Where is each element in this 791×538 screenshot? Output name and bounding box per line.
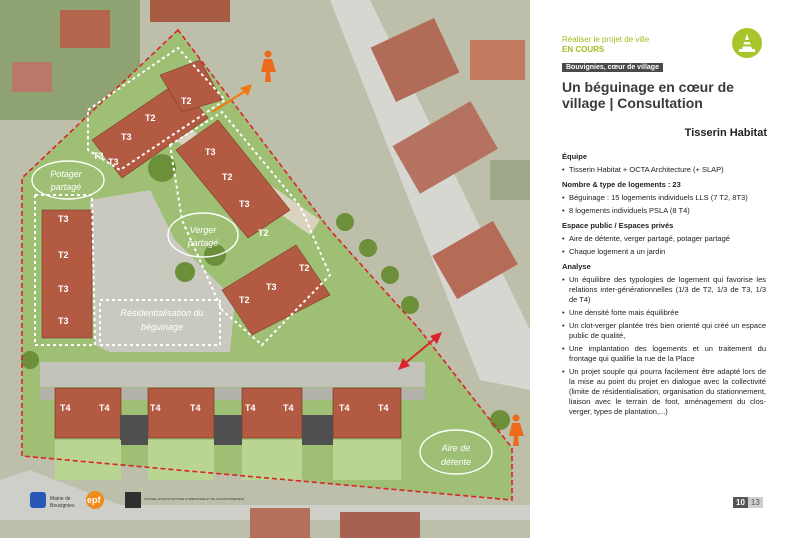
svg-text:epf: epf [87, 495, 101, 505]
zone-label-residentialisation: béguinage [140, 322, 184, 332]
location-tag: Bouvignies, cœur de village [562, 63, 663, 72]
unit-label: T4 [339, 403, 350, 413]
zone-label-potager: partagé [50, 182, 82, 192]
section-heading: Nombre & type de logements : 23 [562, 180, 681, 189]
list-item: • Un équilibre des typologies de logement qui favorise les relations inter-générationnelles (1/3 de T2, 1/3 de T3, 1/3 de T4) [562, 275, 766, 305]
unit-label: T3 [239, 199, 250, 209]
unit-label: T2 [222, 172, 233, 182]
unit-label: T4 [378, 403, 389, 413]
unit-label: T4 [150, 403, 161, 413]
section-list [562, 165, 766, 175]
unit-label: T4 [283, 403, 294, 413]
unit-label: T3 [205, 147, 216, 157]
zone-label-aire: détente [440, 457, 472, 467]
unit-label: T3 [108, 157, 119, 167]
zone-label-residentialisation: Résidentialisation du [120, 308, 204, 318]
unit-label: T3 [93, 151, 104, 161]
zone-label-aire: Aire de [441, 443, 471, 453]
unit-label: T2 [181, 96, 192, 106]
section-list [562, 193, 766, 216]
section-list [562, 234, 766, 257]
svg-text:Mairie de: Mairie de [50, 496, 71, 502]
svg-text:Bouvignies: Bouvignies [50, 503, 75, 509]
kicker-line-1: Réaliser le projet de ville [562, 35, 650, 44]
epf-logo [86, 491, 104, 509]
zone-label-verger: Verger [189, 225, 217, 235]
svg-text:CONSEIL D'ARCHITECTURE D'URBAN: CONSEIL D'ARCHITECTURE D'URBANISME ET DE L'ENVIRONNEMENT [144, 497, 245, 501]
info-panel [530, 0, 791, 538]
page-current: 10 [733, 497, 748, 508]
list-item: • Une implantation des logements et un traitement du frontage qui qualifie la rue de la Place [562, 344, 766, 364]
list-item: • 8 logements individuels PSLA (8 T4) [562, 206, 766, 216]
unit-label: T3 [58, 316, 69, 326]
unit-label: T2 [145, 113, 156, 123]
list-item: • Tisserin Habitat + OCTA Architecture (+ SLAP) [562, 165, 766, 175]
page-total: 13 [748, 497, 763, 508]
list-item: • Un clot-verger plantée très bien orienté qui créé un espace public de qualité, [562, 321, 766, 341]
unit-label: T4 [190, 403, 201, 413]
page-title: Un béguinage en cœur de village | Consultation [562, 79, 734, 111]
unit-label: T4 [60, 403, 71, 413]
unit-label: T4 [99, 403, 110, 413]
traffic-cone-icon [732, 28, 762, 58]
section-list [562, 275, 766, 417]
unit-label: T2 [239, 295, 250, 305]
unit-label: T2 [58, 250, 69, 260]
zone-label-verger: partagé [187, 238, 219, 248]
kicker-line-2: EN COURS [562, 45, 605, 54]
list-item: • Une densité forte mais équilibrée [562, 308, 766, 318]
list-item: • Aire de détente, verger partagé, potager partagé [562, 234, 766, 244]
unit-label: T3 [266, 282, 277, 292]
unit-label: T3 [121, 132, 132, 142]
unit-label: T2 [299, 263, 310, 273]
list-item: • Béguinage : 15 logements individuels LLS (7 T2, 8T3) [562, 193, 766, 203]
details [562, 147, 766, 420]
unit-label: T2 [258, 228, 269, 238]
section-heading: Analyse [562, 262, 591, 271]
organization-name: Tisserin Habitat [684, 127, 767, 139]
unit-label: T3 [58, 284, 69, 294]
list-item: • Chaque logement a un jardin [562, 247, 766, 257]
section-heading: Équipe [562, 152, 588, 161]
list-item: • Un projet souple qui pourra facilement être adapté lors de la mise au point du projet en dialogue avec la collectivité (limite de résidentialisation, organisation du stationnement, liaison avec le terrain de foot, aménagement du clos-verger, types de plantation,...) [562, 367, 766, 417]
zone-label-potager: Potager [50, 169, 82, 179]
unit-label: T3 [58, 214, 69, 224]
kicker [562, 35, 649, 55]
page-number [733, 497, 763, 508]
unit-label: T4 [245, 403, 256, 413]
section-heading: Espace public / Espaces privés [562, 221, 674, 230]
